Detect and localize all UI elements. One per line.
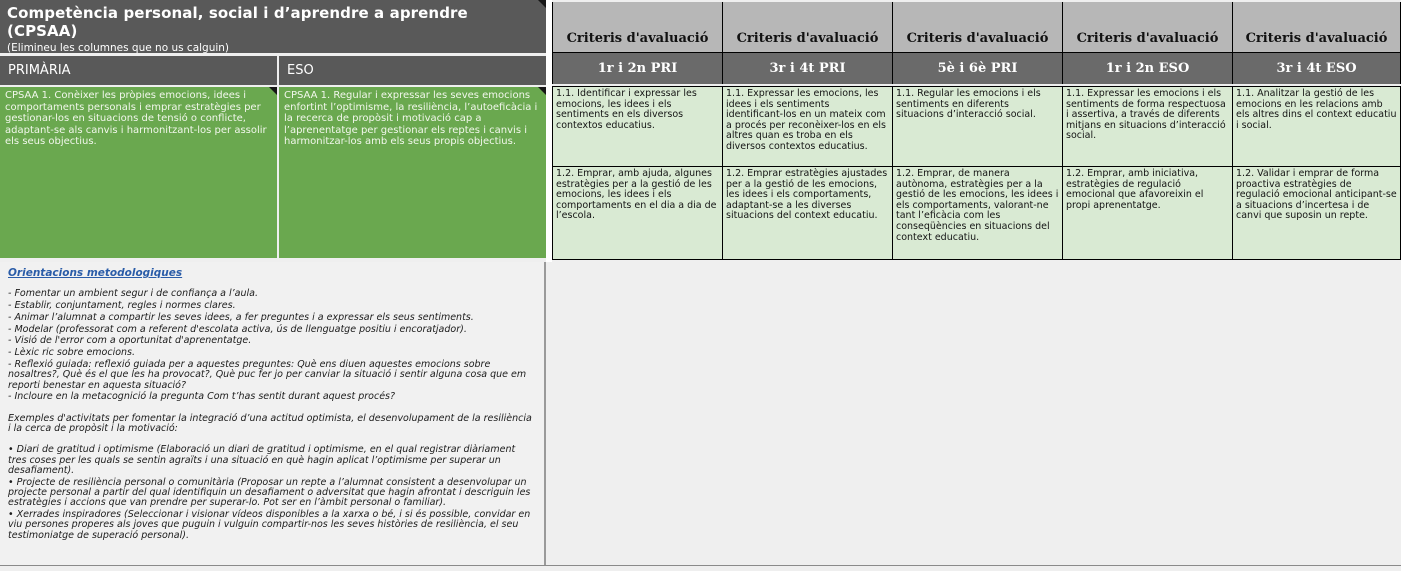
criterion-cell-1-2[interactable] <box>552 167 722 260</box>
criterion-text: 1.1. Analitzar la gestió de les emocions en les relacions amb els altres dins el context educatiu i social. <box>1236 88 1397 131</box>
example-item: • Projecte de resiliència personal o comunitària (Proposar un repte a l’alumnat consistent a desenvolupar un projecte personal a partir del qual identifiquin un desafiament o adversitat que hagin afrontat i descriguin les estratègies i accions que van prendre per superar-lo. Pot ser en l’àmbit personal o familiar). <box>8 476 531 509</box>
criteria-column-1r-2n-pri <box>552 0 722 571</box>
competence-cell-primaria[interactable] <box>0 87 277 258</box>
orientation-line: - Fomentar un ambient segur i de confiança a l’aula. <box>8 288 258 300</box>
orientation-line: - Incloure en la metacognició la pregunta Com t’has sentit durant aquest procés? <box>8 391 396 403</box>
examples-intro: Exemples d'activitats per fomentar la integració d’una actitud optimista, el desenvolupament de la resiliència i la cerca de propòsit i la motivació: <box>8 412 532 435</box>
criteria-header-label: Criteris d'avaluació <box>906 31 1049 46</box>
criteria-header[interactable] <box>552 2 722 53</box>
orientation-line: - Visió de l'error com a oportunitat d'aprenentatge. <box>8 335 252 347</box>
stage-header-primaria[interactable] <box>0 56 277 85</box>
criterion-text: 1.1. Identificar i expressar les emocions, les idees i els sentiments en els diversos contextos educatius. <box>556 88 697 131</box>
stage-header-eso-label: ESO <box>287 63 314 78</box>
grade-band[interactable] <box>552 53 722 84</box>
criterion-text: 1.2. Emprar estratègies ajustades per a la gestió de les emocions, les idees i els comportaments, adaptant-se a les diverses situacions del context educatiu. <box>726 168 888 222</box>
grade-band-label: 1r i 2n ESO <box>1105 61 1190 76</box>
criterion-cell-1-1[interactable] <box>1062 86 1232 167</box>
criterion-cell-1-2[interactable] <box>892 167 1062 260</box>
criteria-header-label: Criteris d'avaluació <box>1245 31 1388 46</box>
criterion-text: 1.1. Regular les emocions i els sentiments en diferents situacions d’interacció social. <box>896 88 1041 121</box>
grade-band[interactable] <box>1062 53 1232 84</box>
criteria-header[interactable] <box>1232 2 1401 53</box>
criterion-text: 1.2. Emprar, amb iniciativa, estratègies de regulació emocional que afavoreixin el propi aprenentatge. <box>1066 168 1204 211</box>
orientations-list <box>8 289 536 402</box>
criteria-column-1r-2n-eso <box>1062 0 1232 571</box>
page-title: Competència personal, social i d’aprendre a aprendre (CPSAA) <box>7 4 468 40</box>
competence-text-eso: CPSAA 1. Regular i expressar les seves emocions enfortint l’optimisme, la resiliència, l’autoeficàcia i la recerca de propòsit i motivació cap a l’aprenentatge per gestionar els reptes i canvis i harmonitzar-los amb els seus propis objectius. <box>284 90 538 147</box>
example-item: • Diari de gratitud i optimisme (Elaboració un diari de gratitud i optimisme, en el qual registrar diàriament tres coses per les quals se sentin agraïts i una situació en què hagin aplicat l’optimisme per superar un desafiament). <box>8 444 516 476</box>
criteria-header-label: Criteris d'avaluació <box>736 31 879 46</box>
comment-marker-icon[interactable] <box>538 0 546 8</box>
criterion-text: 1.1. Expressar les emocions i els sentiments de forma respectuosa i assertiva, a través de diferents mitjans en situacions d’interacció social. <box>1066 88 1226 142</box>
criteria-column-5e-6e-pri <box>892 0 1062 571</box>
criterion-text: 1.2. Emprar, de manera autònoma, estratègies per a la gestió de les emocions, les idees i els comportaments, valorant-ne tant l’eficàcia com les conseqüències en situacions del context educatiu. <box>896 168 1059 243</box>
grade-band-label: 3r i 4t ESO <box>1276 61 1357 76</box>
grade-band-label: 3r i 4t PRI <box>769 61 846 76</box>
criterion-cell-1-2[interactable] <box>1062 167 1232 260</box>
criterion-cell-1-2[interactable] <box>1232 167 1401 260</box>
criteria-column-3r-4t-pri <box>722 0 892 571</box>
criterion-cell-1-2[interactable] <box>722 167 892 260</box>
orientation-line: - Reflexió guiada: reflexió guiada per a aquestes preguntes: Què ens diuen aquestes emocions sobre nosaltres?, Què és el que les ha provocat?, Què puc fer jo per canviar la situació i sentir alguna cosa que em reporti benestar en aquesta situació? <box>8 359 527 391</box>
example-item: • Xerrades inspiradores (Seleccionar i visionar vídeos disponibles a la xarxa o bé, i si és possible, convidar en viu persones properes als joves que puguin i vulguin compartir-nos les seves històries de resiliència, el seu testimoniatge de superació personal). <box>8 509 531 541</box>
grade-band[interactable] <box>722 53 892 84</box>
orientation-line: - Modelar (professorat com a referent d'escolata activa, ús de llenguatge positiu i encoratjador). <box>8 323 467 335</box>
grade-band-label: 5è i 6è PRI <box>937 61 1018 76</box>
grade-band[interactable] <box>892 53 1062 84</box>
orientations-box[interactable] <box>0 262 546 565</box>
criterion-cell-1-1[interactable] <box>722 86 892 167</box>
stage-header-primaria-label: PRIMÀRIA <box>8 63 71 78</box>
orientation-line: - Establir, conjuntament, regles i normes clares. <box>8 300 236 312</box>
criteria-header[interactable] <box>892 2 1062 53</box>
criterion-text: 1.1. Expressar les emocions, les idees i els sentiments identificant-los en un mateix com a procés per reconèixer-los en els altres quan es troba en els diversos contextos educatius. <box>726 88 886 152</box>
criterion-cell-1-1[interactable] <box>1232 86 1401 167</box>
page-subtitle: (Elimineu les columnes que no us calguin) <box>7 42 230 54</box>
title-cell[interactable] <box>0 0 546 53</box>
criteria-header[interactable] <box>1062 2 1232 53</box>
criterion-cell-1-1[interactable] <box>552 86 722 167</box>
table-bottom-border <box>0 565 1401 566</box>
criteria-header-label: Criteris d'avaluació <box>566 31 709 46</box>
stage-header-eso[interactable] <box>279 56 546 85</box>
criterion-cell-1-1[interactable] <box>892 86 1062 167</box>
criterion-text: 1.2. Validar i emprar de forma proactiva estratègies de regulació emocional anticipant-se a situacions d’incertesa i de canvi que suposin un repte. <box>1236 168 1397 222</box>
criteria-header-label: Criteris d'avaluació <box>1076 31 1219 46</box>
comment-marker-icon[interactable] <box>538 87 546 95</box>
orientation-line: - Lèxic ric sobre emocions. <box>8 347 136 359</box>
orientations-heading-link[interactable]: Orientacions metodologiques <box>8 267 183 279</box>
criterion-text: 1.2. Emprar, amb ajuda, algunes estratègies per a la gestió de les emocions, les idees i els comportaments en el dia a dia de l’escola. <box>556 168 717 222</box>
criteria-header[interactable] <box>722 2 892 53</box>
comment-marker-icon[interactable] <box>269 87 277 95</box>
competence-cell-eso[interactable] <box>279 87 546 258</box>
competence-text-primaria: CPSAA 1. Conèixer les pròpies emocions, idees i comportaments personals i emprar estratègies per gestionar-los en situacions de tensió o conflicte, adaptant-se als canvis i harmonitzant-los per assolir els seus objectius. <box>5 90 267 147</box>
criteria-column-3r-4t-eso <box>1232 0 1401 571</box>
grade-band[interactable] <box>1232 53 1401 84</box>
orientation-line: - Animar l’alumnat a compartir les seves idees, a fer preguntes i a expressar els seus sentiments. <box>8 311 474 323</box>
grade-band-label: 1r i 2n PRI <box>597 61 678 76</box>
